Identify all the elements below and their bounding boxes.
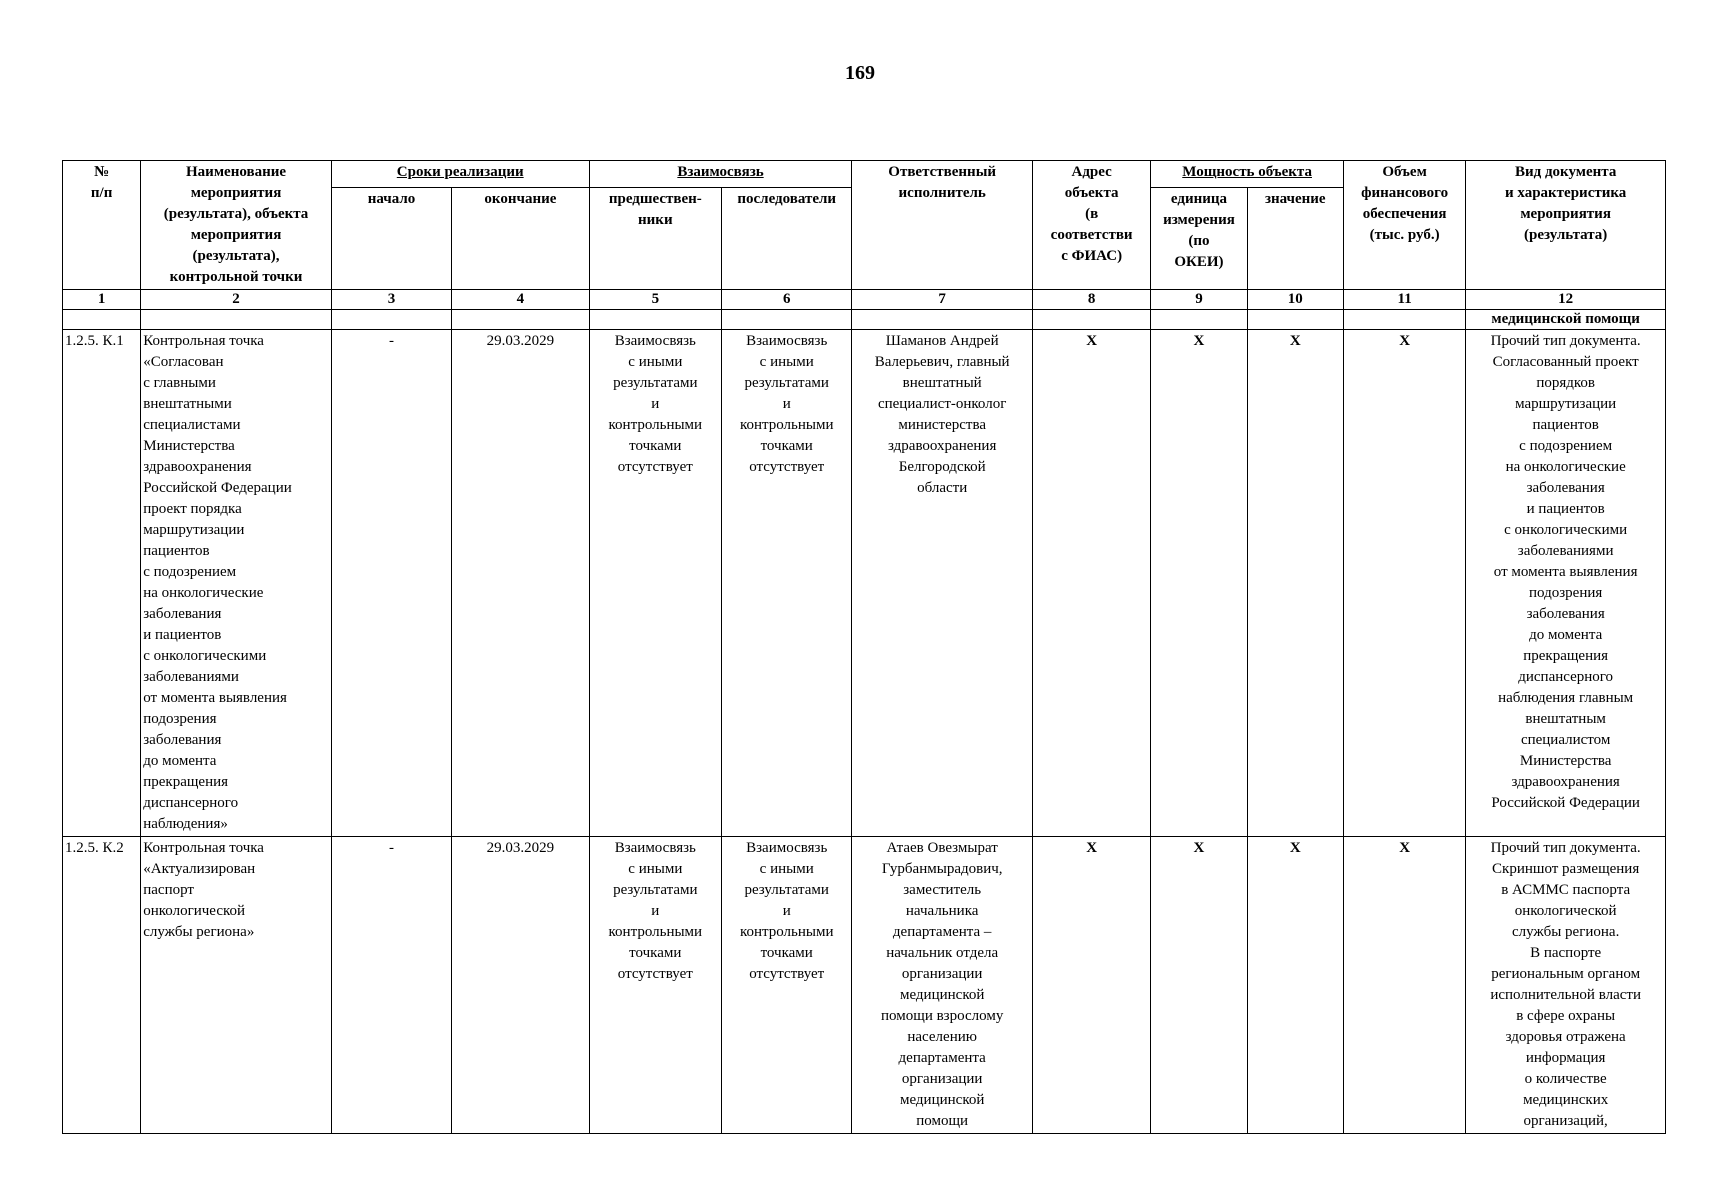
row-name: Контрольная точка «Согласован с главными внештатными специалистами Министерства здравоохранения Российской Федерации проект порядка маршрутизации пациентов с подозрением на онкологические заболевания и пациентов с онкологическими заболеваниями от момента выявления подозрения заболевания до момента прекращения диспансерного наблюдения» [141,330,332,837]
header-row-1 [63,161,1666,188]
row-predecessors: Взаимосвязь с иными результатами и контрольными точками отсутствует [589,837,721,1134]
column-number: 4 [452,290,589,310]
header-unit: единица измерения (по ОКЕИ) [1151,187,1247,289]
column-number: 6 [722,290,852,310]
column-number: 2 [141,290,332,310]
column-number: 9 [1151,290,1247,310]
header-value: значение [1247,187,1343,289]
column-number: 8 [1032,290,1150,310]
row-responsible: Атаев Овезмырат Гурбанмырадович, заместитель начальника департамента – начальник отдела организации медицинской помощи взрослому населению департамента организации медицинской помощи [852,837,1033,1134]
row-number: 1.2.5. К.1 [63,330,141,837]
row-start: - [331,837,451,1134]
row-unit: X [1151,330,1247,837]
header-capacity-group: Мощность объекта [1151,161,1344,188]
row-end: 29.03.2029 [452,330,589,837]
column-number: 1 [63,290,141,310]
carryover-text: медицинской помощи [1466,310,1666,330]
row-predecessors: Взаимосвязь с иными результатами и контрольными точками отсутствует [589,330,721,837]
row-unit: X [1151,837,1247,1134]
header-successors: последователи [722,187,852,289]
carryover-row [63,310,1666,330]
header-doc-type: Вид документа и характеристика мероприятия (результата) [1466,161,1666,290]
row-funding: X [1343,330,1465,837]
column-number: 10 [1247,290,1343,310]
row-end: 29.03.2029 [452,837,589,1134]
header-name: Наименование мероприятия (результата), объекта мероприятия (результата), контрольной точки [141,161,332,290]
row-doc-type: Прочий тип документа. Скриншот размещения в АСММС паспорта онкологической службы региона. В паспорте региональным органом исполнительной власти в сфере охраны здоровья отражена информация о количестве медицинских организаций, [1466,837,1666,1134]
column-number: 3 [331,290,451,310]
row-doc-type: Прочий тип документа. Согласованный проект порядков маршрутизации пациентов с подозрением на онкологические заболевания и пациентов с онкологическими заболеваниями от момента выявления подозрения заболевания до момента прекращения диспансерного наблюдения главным внештатным специалистом Министерства здравоохранения Российской Федерации [1466,330,1666,837]
row-funding: X [1343,837,1465,1134]
header-responsible: Ответственный исполнитель [852,161,1033,290]
row-address: X [1032,330,1150,837]
row-name: Контрольная точка «Актуализирован паспорт онкологической службы региона» [141,837,332,1134]
header-relation-group: Взаимосвязь [589,161,852,188]
header-terms-group: Сроки реализации [331,161,589,188]
table-row [63,330,1666,837]
column-number: 7 [852,290,1033,310]
column-number: 5 [589,290,721,310]
header-funding: Объем финансового обеспечения (тыс. руб.) [1343,161,1465,290]
table-row [63,837,1666,1134]
header-num: № п/п [63,161,141,290]
row-address: X [1032,837,1150,1134]
header-predecessors: предшествен- ники [589,187,721,289]
header-start: начало [331,187,451,289]
column-number: 11 [1343,290,1465,310]
header-end: окончание [452,187,589,289]
row-number: 1.2.5. К.2 [63,837,141,1134]
row-value: X [1247,330,1343,837]
page-number: 169 [845,62,875,84]
row-successors: Взаимосвязь с иными результатами и контрольными точками отсутствует [722,837,852,1134]
row-start: - [331,330,451,837]
plan-table [62,160,1666,1134]
row-responsible: Шаманов Андрей Валерьевич, главный внештатный специалист-онколог министерства здравоохранения Белгородской области [852,330,1033,837]
row-successors: Взаимосвязь с иными результатами и контрольными точками отсутствует [722,330,852,837]
header-address: Адрес объекта (в соответстви с ФИАС) [1032,161,1150,290]
column-numbers-row [63,290,1666,310]
row-value: X [1247,837,1343,1134]
column-number: 12 [1466,290,1666,310]
